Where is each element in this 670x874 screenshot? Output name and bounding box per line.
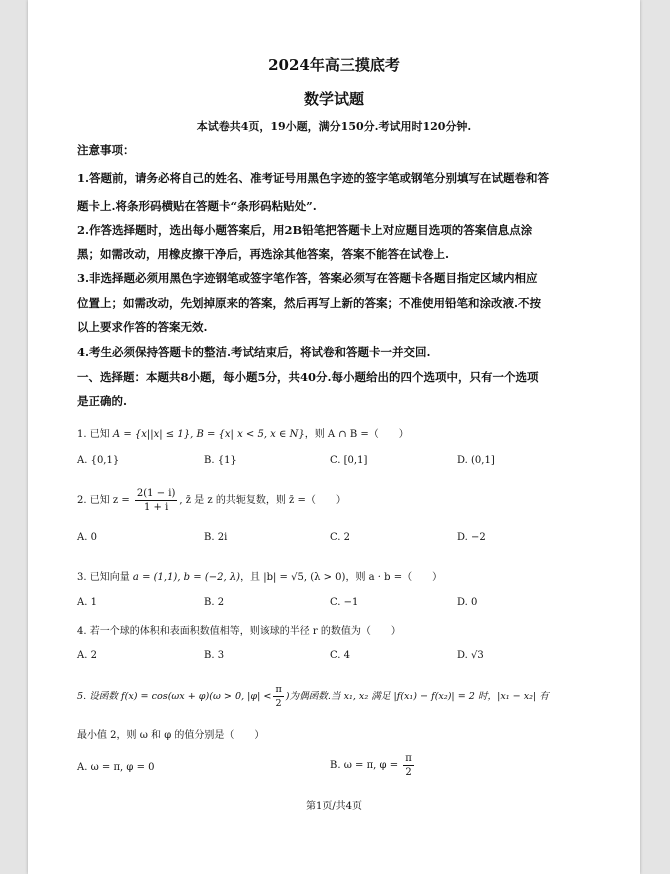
notice-line: 以上要求作答的答案无效. bbox=[77, 320, 208, 334]
q1-option-b: B. {1} bbox=[204, 455, 237, 466]
exam-info: 本试卷共4页，19小题，满分150分.考试用时120分钟. bbox=[196, 120, 472, 133]
q1-set-a: A = {x||x| ≤ 1} bbox=[112, 429, 191, 440]
q4-option-d: D. √3 bbox=[457, 650, 484, 661]
q3-suffix: ，则 a · b =（ ） bbox=[345, 572, 443, 583]
subject-title: 数学试题 bbox=[303, 90, 364, 108]
q5-option-b-text: B. ω = π, φ = bbox=[330, 760, 399, 771]
q3-prefix: 3. 已知向量 bbox=[77, 572, 130, 583]
q2-denominator: 1 + i bbox=[144, 502, 169, 513]
q5-two: 2 bbox=[275, 698, 282, 709]
q2-fraction bbox=[135, 487, 177, 514]
question-1 bbox=[77, 425, 409, 440]
q1-option-d: D. (0,1] bbox=[457, 455, 495, 466]
q4-option-b: B. 3 bbox=[204, 650, 225, 661]
q5-part1: 5. 设函数 f(x) = cos(ωx + φ)(ω > 0, |φ| < bbox=[77, 691, 272, 702]
section-heading: 一、选择题：本题共8小题，每小题5分，共40分.每小题给出的四个选项中，只有一个选项 bbox=[77, 370, 539, 384]
notice-line: 1.答题前，请务必将自己的姓名、准考证号用黑色字迹的签字笔或钢笔分别填写在试题卷和答 bbox=[77, 171, 550, 185]
notice-line: 位置上；如需改动，先划掉原来的答案，然后再写上新的答案；不准使用铅笔和涂改液.不按 bbox=[77, 296, 541, 310]
q2-mid: , z̄ 是 z 的共轭复数，则 z̄ =（ ） bbox=[179, 495, 346, 506]
page-footer: 第1页/共4页 bbox=[305, 801, 363, 812]
q5-pi: π bbox=[275, 684, 282, 695]
q1-prefix: 1. 已知 bbox=[77, 429, 110, 440]
q5-option-b-pi: π bbox=[405, 753, 412, 764]
q5-pi-fraction bbox=[273, 683, 283, 710]
q5-option-b-fraction bbox=[403, 752, 414, 779]
q5-option-a: A. ω = π, φ = 0 bbox=[77, 762, 155, 773]
document-page bbox=[28, 0, 640, 874]
q1-suffix: ，则 A ∩ B =（ ） bbox=[304, 429, 409, 440]
question-2 bbox=[77, 487, 346, 514]
q1-set-b: , B = {x| x < 5, x ∈ N} bbox=[190, 429, 305, 440]
q2-numerator: 2(1 − i) bbox=[136, 488, 176, 499]
q3-option-c: C. −1 bbox=[330, 597, 359, 608]
q2-prefix: 2. 已知 z = bbox=[77, 495, 130, 506]
notice-heading: 注意事项： bbox=[77, 143, 135, 157]
notice-line: 3.非选择题必须用黑色字迹钢笔或签字笔作答，答案必须写在答题卡各题目指定区域内相应 bbox=[77, 271, 538, 285]
question-5 bbox=[77, 683, 549, 710]
q3-vectors: a = (1,1), b = (−2, λ) bbox=[132, 572, 241, 583]
q5-part2: )为偶函数.当 x₁, x₂ 满足 |f(x₁) − f(x₂)| = 2 时，|x₁ − x₂| 有 bbox=[285, 691, 549, 702]
notice-line: 题卡上.将条形码横贴在答题卡“条形码粘贴处”. bbox=[77, 199, 317, 213]
q3-condition: ，且 |b| = √5, (λ > 0) bbox=[240, 572, 346, 583]
q2-option-a: A. 0 bbox=[77, 532, 97, 543]
section-heading-cont: 是正确的. bbox=[77, 394, 128, 408]
q4-option-c: C. 4 bbox=[330, 650, 351, 661]
q2-option-b: B. 2i bbox=[204, 532, 228, 543]
q2-option-c: C. 2 bbox=[330, 532, 351, 543]
q3-option-d: D. 0 bbox=[457, 597, 478, 608]
notice-line: 2.作答选择题时，选出每小题答案后，用2B铅笔把答题卡上对应题目选项的答案信息点涂 bbox=[77, 223, 533, 237]
notice-line: 4.考生必须保持答题卡的整洁.考试结束后，将试卷和答题卡一并交回. bbox=[77, 345, 431, 359]
q3-option-a: A. 1 bbox=[77, 597, 97, 608]
question-4: 4. 若一个球的体积和表面积数值相等，则该球的半径 r 的数值为（ ） bbox=[77, 626, 401, 637]
q5-option-b bbox=[330, 752, 416, 779]
q4-option-a: A. 2 bbox=[77, 650, 97, 661]
q1-option-a: A. {0,1} bbox=[77, 455, 120, 466]
q5-option-b-two: 2 bbox=[405, 767, 412, 778]
question-3 bbox=[77, 568, 442, 583]
notice-line: 黑；如需改动，用橡皮擦干净后，再选涂其他答案，答案不能答在试卷上. bbox=[77, 247, 449, 261]
exam-title: 2024年高三摸底考 bbox=[268, 56, 400, 74]
question-5-cont: 最小值 2，则 ω 和 φ 的值分别是（ ） bbox=[77, 730, 265, 741]
q3-option-b: B. 2 bbox=[204, 597, 225, 608]
q2-option-d: D. −2 bbox=[457, 532, 486, 543]
q1-option-c: C. [0,1] bbox=[330, 455, 368, 466]
